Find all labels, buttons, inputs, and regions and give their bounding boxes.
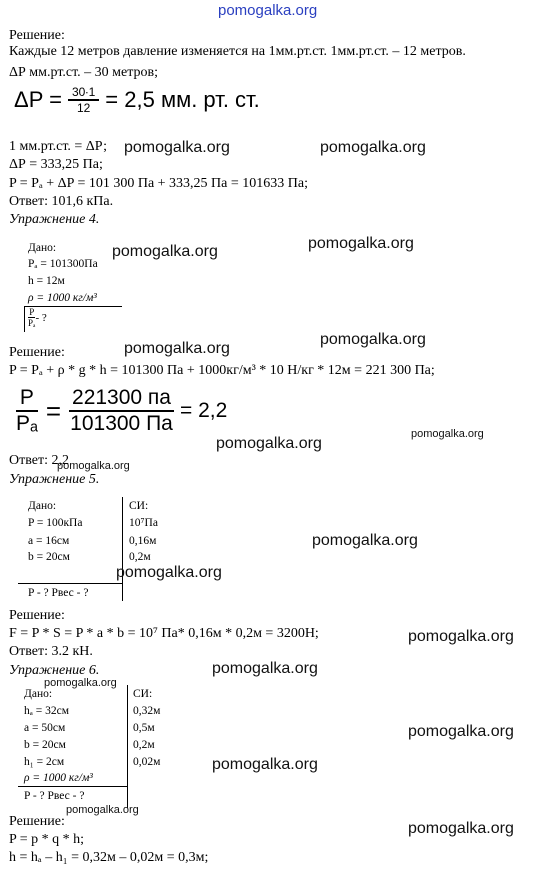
watermark: pomogalka.org	[408, 723, 514, 740]
watermark: pomogalka.org	[308, 235, 414, 252]
formula-rhs: = 2,5 мм. рт. ст.	[105, 87, 260, 112]
text-line: P = Pₐ + ΔP = 101 300 Па + 333,25 Па = 101633 Па;	[9, 176, 308, 191]
watermark: pomogalka.org	[212, 756, 318, 773]
watermark: pomogalka.org	[216, 435, 322, 452]
answer: Ответ: 101,6 кПа.	[9, 194, 114, 209]
watermark: pomogalka.org	[66, 804, 139, 816]
given-divider	[18, 786, 127, 787]
text-line: ΔР мм.рт.ст. – 30 метров;	[9, 65, 159, 80]
watermark: pomogalka.org	[44, 677, 117, 689]
watermark: pomogalka.org	[312, 532, 418, 549]
find-suffix: - ?	[35, 311, 47, 324]
watermark-top: pomogalka.org	[218, 2, 318, 19]
given-row: b = 20см	[28, 551, 70, 563]
si-row: 0,2м	[133, 739, 155, 751]
watermark: pomogalka.org	[212, 660, 318, 677]
ratio-denominator-2: 101300 Па	[70, 412, 173, 435]
watermark: pomogalka.org	[408, 820, 514, 837]
formula-fraction	[68, 85, 99, 115]
si-row: 10⁷Па	[129, 517, 158, 529]
find-fraction	[28, 307, 35, 328]
formula-lhs: ΔP =	[14, 87, 62, 112]
given-row: Pₐ = 101300Па	[28, 258, 98, 270]
ratio-result: = 2,2	[179, 399, 228, 422]
text-line: P = p * q * h;	[9, 832, 85, 847]
watermark: pomogalka.org	[124, 139, 230, 156]
given-label: Дано:	[28, 242, 57, 254]
answer: Ответ: 3.2 кН.	[9, 644, 93, 659]
text-line: 1 мм.рт.ст. = ΔР;	[9, 139, 107, 154]
answer: Ответ: 2,2	[9, 453, 69, 468]
find-denominator: Pₐ	[28, 318, 36, 328]
ratio-fraction-1	[16, 386, 38, 436]
given-label: Дано:	[28, 500, 57, 512]
given-find: P - ? Pвес - ?	[28, 587, 89, 599]
equals-sign: =	[45, 395, 62, 426]
si-divider	[127, 685, 128, 808]
solution-heading: Решение:	[9, 28, 65, 43]
ratio-numerator-2: 221300 па	[69, 386, 174, 412]
watermark: pomogalka.org	[408, 628, 514, 645]
given-find: P - ? Pвес - ?	[24, 790, 85, 802]
text-line: Каждые 12 метров давление изменяется на 1мм.рт.ст. 1мм.рт.ст. – 12 метров.	[9, 44, 466, 59]
given-row: b = 20см	[24, 739, 66, 751]
ratio-fraction-2	[69, 386, 174, 436]
watermark: pomogalka.org	[57, 460, 130, 472]
exercise-title: Упражнение 5.	[9, 472, 100, 487]
si-row: 0,16м	[129, 535, 157, 547]
find-numerator: P	[29, 307, 35, 317]
given-divider-vertical	[24, 306, 25, 332]
given-row: a = 16см	[28, 535, 70, 547]
si-label: СИ:	[133, 688, 153, 700]
formula-delta-p	[14, 85, 260, 115]
si-row: 0,5м	[133, 722, 155, 734]
si-row: 0,02м	[133, 756, 161, 768]
given-row: a = 50см	[24, 722, 66, 734]
si-label: СИ:	[129, 500, 149, 512]
watermark: pomogalka.org	[112, 243, 218, 260]
given-row: hₐ = 32см	[24, 705, 70, 717]
given-row: h = 12м	[28, 275, 65, 287]
ratio-numerator-1: P	[16, 386, 38, 412]
solution-heading: Решение:	[9, 345, 65, 360]
si-divider	[122, 497, 123, 601]
given-divider	[18, 583, 122, 584]
watermark: pomogalka.org	[124, 340, 230, 357]
fraction-numerator: 30∙1	[68, 85, 99, 101]
given-row: P = 100кПа	[28, 517, 83, 529]
formula-ratio	[16, 386, 227, 436]
si-row: 0,32м	[133, 705, 161, 717]
given-row: ρ = 1000 кг/м³	[24, 772, 93, 784]
exercise-title: Упражнение 4.	[9, 212, 100, 227]
given-label: Дано:	[24, 688, 53, 700]
solution-heading: Решение:	[9, 814, 65, 829]
exercise-title: Упражнение 6.	[9, 663, 100, 678]
ratio-denominator-1: Pₐ	[16, 412, 38, 435]
watermark: pomogalka.org	[320, 331, 426, 348]
text-line: P = Pₐ + ρ * g * h = 101300 Па + 1000кг/м³ * 10 Н/кг * 12м = 221 300 Па;	[9, 363, 435, 378]
fraction-denominator: 12	[76, 101, 91, 115]
text-line: ΔР = 333,25 Па;	[9, 157, 103, 172]
watermark: pomogalka.org	[116, 564, 222, 581]
si-row: 0,2м	[129, 551, 151, 563]
given-row: ρ = 1000 кг/м³	[28, 292, 97, 304]
text-line: F = P * S = P * a * b = 10⁷ Па* 0,16м * 0,2м = 3200Н;	[9, 626, 319, 641]
text-line: h = hₐ – h₁ = 0,32м – 0,02м = 0,3м;	[9, 850, 209, 865]
watermark: pomogalka.org	[320, 139, 426, 156]
solution-heading: Решение:	[9, 608, 65, 623]
given-find	[28, 307, 47, 328]
given-row: h₁ = 2см	[24, 756, 65, 768]
watermark: pomogalka.org	[411, 428, 484, 440]
